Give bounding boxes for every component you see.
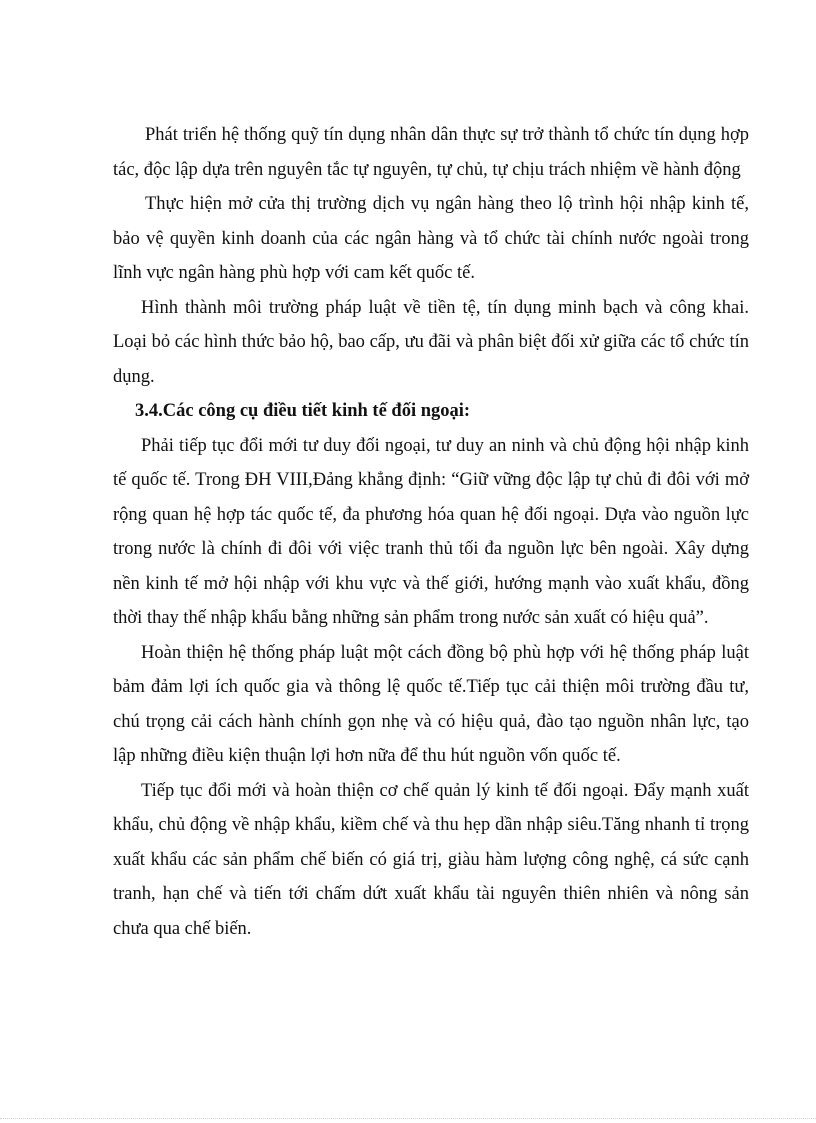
page-bottom-divider	[0, 1118, 816, 1119]
paragraph-open-banking-market: Thực hiện mở cửa thị trường dịch vụ ngân hàng theo lộ trình hội nhập kinh tế, bảo vệ quyền kinh doanh của các ngân hàng và tổ chức tài chính nước ngoài trong lĩnh vực ngân hàng phù hợp với cam kết quốc tế.	[113, 194, 749, 283]
document-page	[113, 118, 749, 946]
paragraph-foreign-policy: Phải tiếp tục đổi mới tư duy đối ngoại, tư duy an ninh và chủ động hội nhập kinh tế quốc tế. Trong ĐH VIII,Đảng khẳng định: “Giữ vững độc lập tự chủ đi đôi với mở rộng quan hệ hợp tác quốc tế, đa phương hóa quan hệ đối ngoại. Dựa vào nguồn lực trong nước là chính đi đôi với việc tranh thủ tối đa nguồn lực bên ngoài. Xây dựng nền kinh tế mở hội nhập với khu vực và thế giới, hướng mạnh vào xuất khẩu, đồng thời thay thế nhập khẩu bằng những sản phẩm trong nước sản xuất có hiệu quả”.	[113, 435, 749, 628]
paragraph-credit-fund: Phát triển hệ thống quỹ tín dụng nhân dân thực sự trở thành tổ chức tín dụng hợp tác, độc lập dựa trên nguyên tắc tự nguyên, tự chủ, tự chịu trách nhiệm về hành động	[113, 125, 749, 180]
section-heading: 3.4.Các công cụ điều tiết kinh tế đối ngoại:	[135, 401, 471, 421]
paragraph-legal-environment: Hình thành môi trường pháp luật về tiền tệ, tín dụng minh bạch và công khai. Loại bỏ các hình thức bảo hộ, bao cấp, ưu đãi và phân biệt đối xử giữa các tổ chức tín dụng.	[113, 297, 749, 387]
paragraph-export-management: Tiếp tục đổi mới và hoàn thiện cơ chế quản lý kinh tế đối ngoại. Đẩy mạnh xuất khẩu, chủ động về nhập khẩu, kiềm chế và thu hẹp dần nhập siêu.Tăng nhanh tỉ trọng xuất khẩu các sản phẩm chế biến có giá trị, giàu hàm lượng công nghệ, cá sức cạnh tranh, hạn chế và tiến tới chấm dứt xuất khẩu tài nguyên thiên nhiên và nông sản chưa qua chế biến.	[113, 780, 749, 939]
paragraph-legal-system: Hoàn thiện hệ thống pháp luật một cách đồng bộ phù hợp với hệ thống pháp luật bảm đảm lợi ích quốc gia và thông lệ quốc tế.Tiếp tục cải thiện môi trường đầu tư, chú trọng cải cách hành chính gọn nhẹ và có hiệu quả, đào tạo nguồn nhân lực, tạo lập những điều kiện thuận lợi hơn nữa để thu hút nguồn vốn quốc tế.	[113, 642, 749, 766]
